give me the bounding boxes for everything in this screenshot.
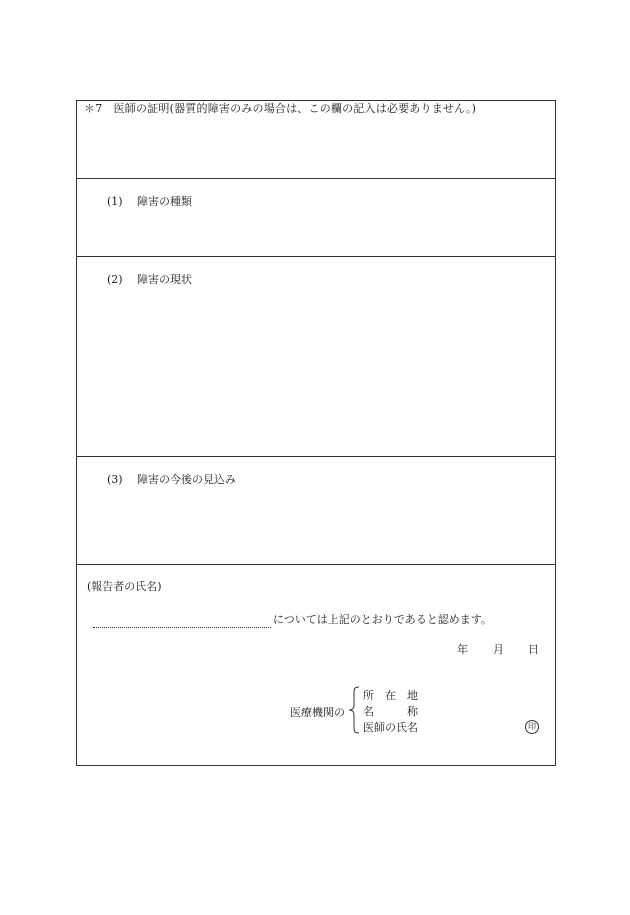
institution-address-label: 所 在 地 — [363, 689, 418, 702]
date-month-label: 月 — [493, 643, 504, 656]
date-year-label: 年 — [457, 643, 468, 656]
curly-brace-icon — [347, 686, 361, 734]
date-day-label: 日 — [528, 643, 539, 656]
reporter-name-label: (報告者の氏名) — [87, 580, 162, 593]
institution-name-label: 名 称 — [363, 705, 418, 718]
item-number: (1) — [107, 195, 123, 208]
section-disability-type — [77, 179, 555, 257]
item-number: (2) — [107, 273, 123, 286]
section-future-outlook — [77, 457, 555, 565]
item-number: (3) — [107, 473, 123, 486]
certification-sentence: については上記のとおりであると認めます。 — [273, 613, 492, 626]
item-label-future-outlook: 障害の今後の見込み — [137, 473, 236, 486]
section-current-status — [77, 257, 555, 457]
section-certification — [77, 565, 555, 767]
item-label-current-status: 障害の現状 — [137, 273, 192, 286]
section-heading — [77, 101, 555, 179]
section-title: ＊7 医師の証明(器質的障害のみの場合は、この欄の記入は必要ありません。) — [84, 102, 477, 115]
doctor-certification-form — [76, 100, 556, 766]
item-label-disability-type: 障害の種類 — [137, 195, 192, 208]
doctor-name-label: 医師の氏名 — [363, 721, 418, 734]
reporter-name-line[interactable] — [93, 627, 271, 628]
seal-icon: 印 — [525, 720, 539, 734]
institution-prefix: 医療機関の — [290, 706, 345, 719]
